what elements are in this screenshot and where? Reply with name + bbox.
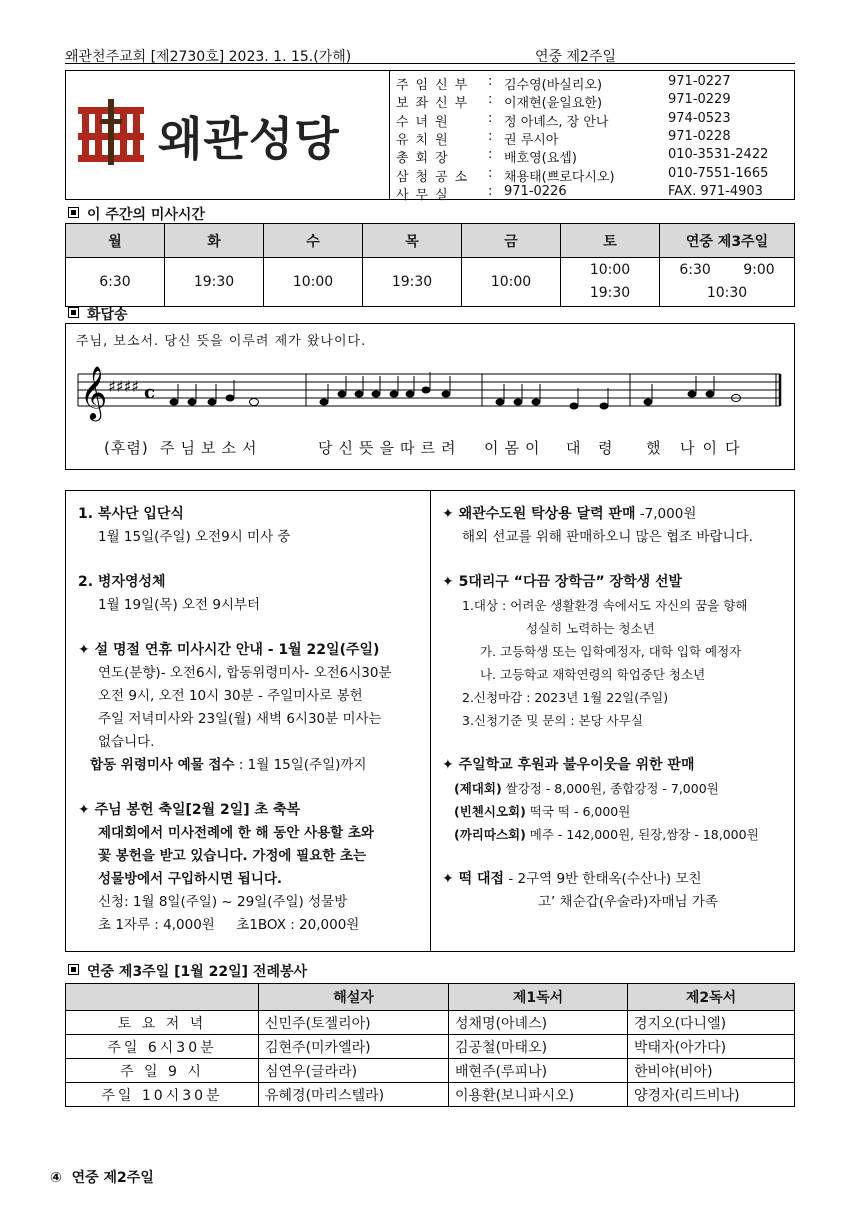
day-header: 월: [66, 224, 165, 258]
staff-phone: 010-3531-2422: [668, 147, 769, 163]
notice-title: ✦ 5대리구 “다끔 장학금” 장학생 선발: [442, 574, 683, 590]
staff-row: [396, 74, 796, 92]
page-footer: ④ 연중 제2주일: [50, 1170, 154, 1186]
notice-line: 신청: 1월 8일(주일) ~ 29일(주일) 성물방: [98, 894, 348, 910]
staff-name: 김수영(바실리오): [504, 78, 603, 93]
notice-line: (제대회) 쌀강정 - 8,000원, 종합강정 - 7,000원: [454, 781, 719, 796]
section-bullet-icon: [68, 964, 79, 975]
psalm-text: 주님, 보소서. 당신 뜻을 이루려 제가 왔나이다.: [76, 334, 367, 349]
mass-time-saturday: [561, 258, 660, 307]
mass-section-title: 이 주간의 미사시간: [68, 204, 205, 224]
staff-phone: FAX. 971-4903: [668, 183, 763, 199]
staff-name: 권 루시아: [504, 132, 559, 148]
lyric-part: 했: [646, 439, 667, 457]
lyric-part: 이몸이: [484, 439, 546, 457]
notice-title: ✦ 주님 봉헌 축일[2월 2일] 초 축복: [78, 802, 301, 818]
logo-cell: [66, 71, 390, 199]
notice-title: ✦ 설 명절 연휴 미사시간 안내 - 1월 22일(주일): [78, 642, 380, 658]
commentator: 심연우(글라라): [259, 1059, 449, 1083]
mass-time: 6:30 9:00: [679, 262, 775, 278]
day-header: 토: [561, 224, 660, 258]
mass-header-row: [66, 224, 795, 258]
mass-time: 10:00: [589, 262, 631, 278]
notice-line: 나. 고등학교 재학연령의 학업중단 청소년: [480, 667, 706, 682]
notice-title: ✦ 떡 대접 - 2구역 9반 한태옥(수산나) 모친: [442, 871, 702, 887]
mass-time: 10:30: [706, 285, 748, 301]
notices-left-column: [78, 503, 426, 937]
commentator: 신민주(토젤리아): [259, 1011, 449, 1035]
table-row: [66, 1011, 795, 1035]
notice-line: 오전 9시, 오전 10시 30분 - 주일미사로 봉헌: [98, 688, 363, 704]
staff-name: 971-0226: [504, 183, 567, 199]
notice-line: 1월 15일(주일) 오전9시 미사 중: [98, 529, 291, 545]
header-rule: [65, 63, 795, 64]
notices-box: [65, 490, 795, 952]
staff-colon: :: [488, 183, 493, 199]
duty-header: 제1독서: [449, 984, 628, 1011]
lyric-part: 령: [598, 439, 619, 457]
notice-line: 꽃 봉헌을 받고 있습니다. 가정에 필요한 초는: [98, 848, 367, 864]
staff-role: 유치원: [396, 132, 455, 148]
staff-row: [396, 111, 796, 129]
second-reader: 경지오(다니엘): [628, 1011, 795, 1035]
notice-line: 없습니다.: [98, 734, 155, 750]
liturgy-duty-table: [65, 983, 795, 1107]
table-row: [66, 1035, 795, 1059]
staff-colon: :: [488, 74, 493, 89]
mass-time: 10:00: [264, 258, 363, 307]
staff-row: [396, 147, 796, 165]
day-header: 화: [165, 224, 264, 258]
mass-time: 10:00: [462, 258, 561, 307]
church-info-box: [65, 70, 795, 203]
table-row: [66, 1083, 795, 1107]
notice-line: 합동 위령미사 예물 접수 : 1월 15일(주일)까지: [90, 757, 367, 773]
staff-row: [396, 166, 796, 184]
treble-clef-icon: 𝄞: [80, 365, 108, 419]
section-bullet-icon: [68, 207, 79, 218]
staff-name: 이재현(윤일요한): [504, 96, 603, 112]
second-reader: 양경자(리드비나): [628, 1083, 795, 1107]
staff-colon: :: [488, 92, 493, 108]
notice-line: (까리따스회) 메주 - 142,000원, 된장,쌈장 - 18,000원: [454, 827, 759, 842]
lyric-part: 대: [566, 439, 587, 457]
first-reader: 성채명(아녜스): [449, 1011, 628, 1035]
table-row: [66, 1059, 795, 1083]
mass-slot: 토 요 저 녁: [66, 1011, 259, 1035]
section-bullet-icon: [68, 307, 79, 318]
day-header: 연중 제3주일: [660, 224, 795, 258]
commentator: 김현주(미카엘라): [259, 1035, 449, 1059]
staff-role: 총회장: [396, 151, 455, 167]
notice-line: 연도(분향)- 오전6시, 합동위령미사- 오전6시30분: [98, 665, 392, 681]
staff-phone: 971-0229: [668, 92, 731, 108]
music-staff: [74, 364, 786, 434]
staff-role: 보좌신부: [396, 96, 475, 112]
day-header: 수: [264, 224, 363, 258]
first-reader: 배현주(루피나): [449, 1059, 628, 1083]
first-reader: 김공철(마태오): [449, 1035, 628, 1059]
mass-slot: 주일 6시30분: [66, 1035, 259, 1059]
church-logo-icon: [74, 99, 148, 165]
mass-times-table: [65, 223, 795, 307]
notice-line: 1월 19일(목) 오전 9시부터: [98, 597, 261, 613]
day-header: 금: [462, 224, 561, 258]
staff-role: 사무실: [396, 187, 455, 203]
notice-line: 가. 고등학생 또는 입학예정자, 대학 입학 예정자: [480, 644, 742, 659]
notice-title: 2. 병자영성체: [78, 574, 166, 590]
notice-line: 제대회에서 미사전례에 한 해 동안 사용할 초와: [98, 825, 374, 841]
notice-line: 1.대상 : 어려운 생활환경 속에서도 자신의 꿈을 향해: [462, 598, 748, 613]
staff-phone: 010-7551-1665: [668, 165, 769, 181]
issue-info: 왜관천주교회 [제2730호] 2023. 1. 15.(가해): [65, 49, 352, 65]
staff-phone: 974-0523: [668, 110, 731, 126]
staff-role: 주임신부: [396, 78, 475, 93]
notice-title: 1. 복사단 입단식: [78, 506, 184, 522]
mass-time: 19:30: [165, 258, 264, 307]
mass-slot: 주 일 9 시: [66, 1059, 259, 1083]
staff-row: [396, 129, 796, 147]
staff-name: 정 아녜스, 장 안나: [504, 114, 609, 130]
psalm-box: [65, 323, 795, 470]
day-header: 목: [363, 224, 462, 258]
mass-time: 19:30: [363, 258, 462, 307]
duty-header: 제2독서: [628, 984, 795, 1011]
notice-line: 초 1자루 : 4,000원 초1BOX : 20,000원: [98, 917, 360, 933]
lyric-part: 나이다: [680, 439, 748, 457]
logo-text: 왜관성당: [158, 112, 340, 166]
duty-header-row: [66, 984, 795, 1011]
first-reader: 이용환(보니파시오): [449, 1083, 628, 1107]
duty-section-title: 연중 제3주일 [1월 22일] 전례봉사: [68, 961, 307, 981]
second-reader: 한비야(비아): [628, 1059, 795, 1083]
second-reader: 박태자(아가다): [628, 1035, 795, 1059]
notice-line: 주일 저녁미사와 23일(월) 새벽 6시30분 미사는: [98, 711, 382, 727]
mass-time: 19:30: [589, 285, 631, 301]
staff-row: [396, 184, 796, 202]
mass-slot: 주일 10시30분: [66, 1083, 259, 1107]
mass-time: 6:30: [66, 258, 165, 307]
staff-name: 배호영(요셉): [504, 151, 577, 167]
staff-colon: :: [488, 165, 493, 181]
staff-phone: 971-0227: [668, 74, 731, 89]
staff-role: 수녀원: [396, 114, 455, 130]
svg-text:♯♯♯♯: ♯♯♯♯: [108, 377, 139, 396]
notice-title: ✦ 주일학교 후원과 불우이웃을 위한 판매: [442, 757, 695, 773]
notice-line: 3.신청기준 및 문의 : 본당 사무실: [462, 713, 643, 728]
notice-title: ✦ 왜관수도원 탁상용 달력 판매 -7,000원: [442, 506, 697, 522]
staff-row: [396, 92, 796, 110]
liturgical-day: 연중 제2주일: [535, 49, 616, 65]
staff-phone: 971-0228: [668, 128, 731, 144]
notice-line: 2.신청마감 : 2023년 1월 22일(주일): [462, 690, 669, 705]
mass-time-row: [66, 258, 795, 307]
staff-role: 삼청공소: [396, 169, 475, 185]
lyric-part: 주님보소서: [160, 439, 263, 457]
svg-text:c: c: [144, 382, 155, 403]
column-divider: [430, 491, 431, 951]
notice-line: 해외 선교를 위해 판매하오니 많은 협조 바랍니다.: [462, 529, 753, 545]
duty-header: [66, 984, 259, 1011]
notice-line: 성실히 노력하는 청소년: [526, 621, 655, 636]
duty-header: 해설자: [259, 984, 449, 1011]
notices-right-column: [442, 503, 792, 914]
notice-line: (빈첸시오회) 떡국 떡 - 6,000원: [454, 804, 631, 819]
lyric-part: 당신뜻을따르려: [318, 439, 462, 457]
notice-line: 성물방에서 구입하시면 됩니다.: [98, 871, 283, 887]
psalm-section-title: 화답송: [68, 304, 128, 324]
staff-colon: :: [488, 128, 493, 144]
lyric-part: (후렴): [104, 439, 149, 457]
staff-name: 채용태(쁘로다시오): [504, 169, 615, 185]
commentator: 유혜경(마리스텔라): [259, 1083, 449, 1107]
mass-time-sunday: [660, 258, 795, 307]
notice-line: 고’ 채순갑(우술라)자매님 가족: [538, 894, 718, 910]
staff-colon: :: [488, 110, 493, 126]
staff-colon: :: [488, 147, 493, 163]
